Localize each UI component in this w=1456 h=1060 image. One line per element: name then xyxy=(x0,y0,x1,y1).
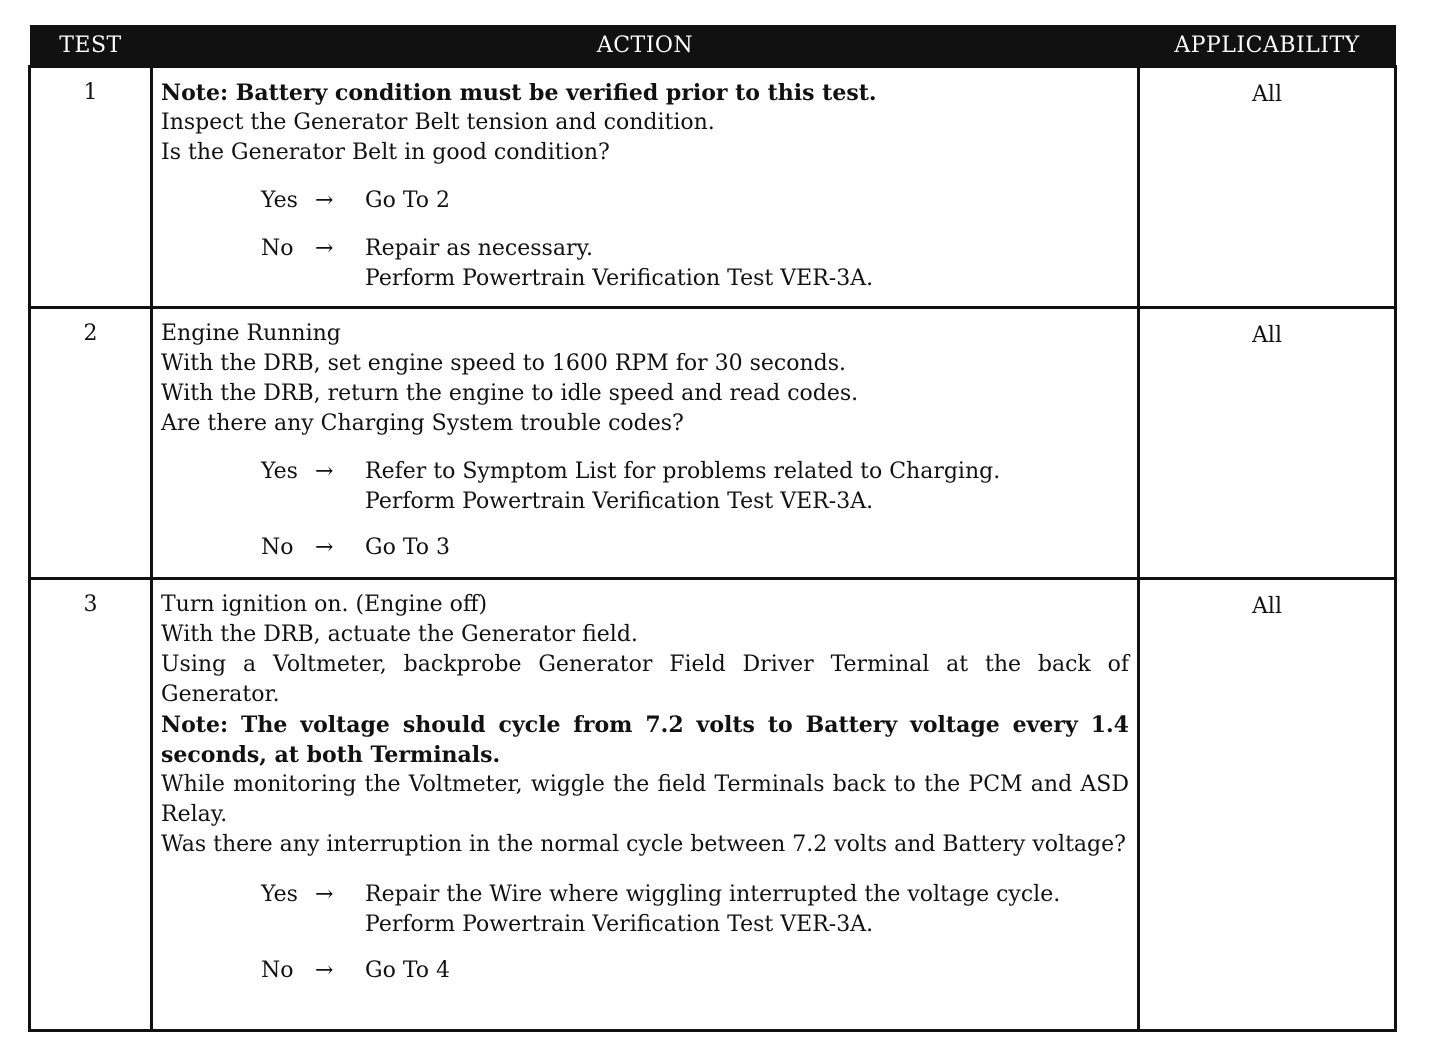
header-test: TEST xyxy=(30,25,152,67)
no-branch xyxy=(261,956,1129,986)
yes-label: Yes xyxy=(261,188,298,213)
yes-branch xyxy=(261,186,1129,216)
action-line: Inspect the Generator Belt tension and condition. xyxy=(161,110,715,135)
yes-label: Yes xyxy=(261,459,298,484)
no-label: No xyxy=(261,958,294,983)
action-line: Engine Running xyxy=(161,321,341,346)
yes-branch xyxy=(261,457,1129,517)
arrow-icon: → xyxy=(315,882,334,907)
no-branch xyxy=(261,533,1129,563)
table-row xyxy=(30,67,1396,308)
yes-result xyxy=(365,457,1129,517)
action-line: With the DRB, actuate the Generator field. xyxy=(161,622,638,647)
action-line: With the DRB, return the engine to idle speed and read codes. xyxy=(161,381,859,406)
header-row xyxy=(30,25,1396,67)
result-line: Perform Powertrain Verification Test VER-3A. xyxy=(365,266,874,291)
result-line: Refer to Symptom List for problems related to Charging. xyxy=(365,459,1001,484)
table-row xyxy=(30,308,1396,579)
header-applicability: APPLICABILITY xyxy=(1139,25,1396,67)
yes-result xyxy=(365,880,1129,940)
action-line: With the DRB, set engine speed to 1600 RPM for 30 seconds. xyxy=(161,351,847,376)
applicability-cell: All xyxy=(1139,579,1396,1031)
action-cell xyxy=(152,67,1139,308)
result-line: Repair the Wire where wiggling interrupted the voltage cycle. xyxy=(365,882,1061,907)
yes-branch xyxy=(261,880,1129,940)
question-line: Are there any Charging System trouble codes? xyxy=(161,411,684,436)
no-label: No xyxy=(261,236,294,261)
result-line: Perform Powertrain Verification Test VER-3A. xyxy=(365,912,874,937)
result-line: Go To 4 xyxy=(365,958,451,983)
header-action: ACTION xyxy=(152,25,1139,67)
arrow-icon: → xyxy=(315,188,334,213)
question-line: Is the Generator Belt in good condition? xyxy=(161,140,610,165)
no-branch xyxy=(261,234,1129,294)
table-row xyxy=(30,579,1396,1031)
action-line: Using a Voltmeter, backprobe Generator Field Driver Terminal at the back of Generator. xyxy=(161,652,1129,707)
question-line: Was there any interruption in the normal cycle between 7.2 volts and Battery voltage? xyxy=(161,832,1126,857)
yes-result xyxy=(365,186,1129,216)
arrow-icon: → xyxy=(315,958,334,983)
diagnostic-table-page xyxy=(28,25,1394,1032)
result-line: Perform Powertrain Verification Test VER-3A. xyxy=(365,489,874,514)
applicability-cell: All xyxy=(1139,67,1396,308)
action-line: While monitoring the Voltmeter, wiggle the field Terminals back to the PCM and ASD Relay. xyxy=(161,772,1129,827)
arrow-icon: → xyxy=(315,535,334,560)
action-cell xyxy=(152,308,1139,579)
arrow-icon: → xyxy=(315,236,334,261)
result-line: Repair as necessary. xyxy=(365,236,593,261)
action-line: Turn ignition on. (Engine off) xyxy=(161,592,488,617)
result-line: Go To 3 xyxy=(365,535,451,560)
no-result xyxy=(365,533,1129,563)
result-line: Go To 2 xyxy=(365,188,451,213)
applicability-cell: All xyxy=(1139,308,1396,579)
no-result xyxy=(365,234,1129,294)
note-line: Note: Battery condition must be verified prior to this test. xyxy=(161,80,877,106)
arrow-icon: → xyxy=(315,459,334,484)
test-number: 3 xyxy=(30,579,152,1031)
no-result xyxy=(365,956,1129,986)
note-line: Note: The voltage should cycle from 7.2 volts to Battery voltage every 1.4 seconds, at both Terminals. xyxy=(161,712,1129,768)
diagnostic-test-table xyxy=(28,25,1397,1032)
action-cell xyxy=(152,579,1139,1031)
test-number: 2 xyxy=(30,308,152,579)
yes-label: Yes xyxy=(261,882,298,907)
no-label: No xyxy=(261,535,294,560)
test-number: 1 xyxy=(30,67,152,308)
